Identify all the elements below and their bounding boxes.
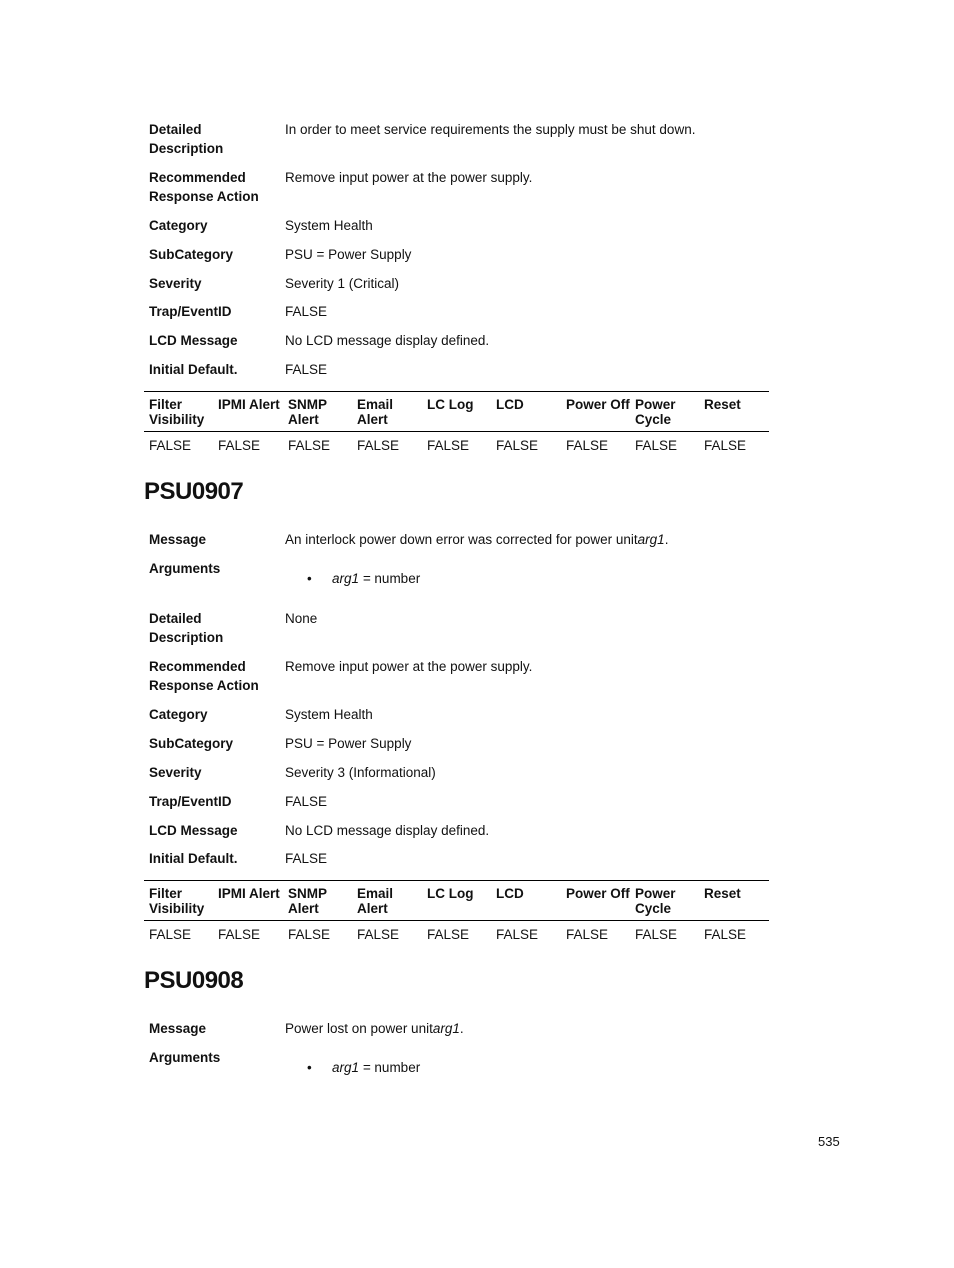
th-lc-log: LC Log bbox=[427, 886, 474, 901]
detailed-description-label: Detailed Description bbox=[149, 611, 224, 645]
table-header-rule bbox=[144, 431, 769, 432]
arguments-label: Arguments bbox=[149, 561, 221, 576]
subcategory-value: PSU = Power Supply bbox=[285, 247, 412, 262]
th-filter-visibility: Filter Visibility bbox=[149, 397, 205, 427]
bullet-icon: • bbox=[307, 571, 312, 586]
recommended-response-value: Remove input power at the power supply. bbox=[285, 170, 533, 185]
td-lc-log: FALSE bbox=[427, 927, 470, 942]
lcd-message-value: No LCD message display defined. bbox=[285, 823, 490, 838]
th-lc-log: LC Log bbox=[427, 397, 474, 412]
th-email-alert: Email Alert bbox=[357, 886, 394, 916]
page-number: 535 bbox=[818, 1134, 840, 1149]
th-snmp-alert: SNMP Alert bbox=[288, 886, 327, 916]
severity-value: Severity 1 (Critical) bbox=[285, 276, 400, 291]
td-ipmi-alert: FALSE bbox=[218, 927, 261, 942]
th-lcd: LCD bbox=[496, 397, 524, 412]
td-lcd: FALSE bbox=[496, 438, 539, 453]
th-power-off: Power Off bbox=[566, 397, 630, 412]
initial-default-label: Initial Default. bbox=[149, 851, 238, 866]
arguments-label: Arguments bbox=[149, 1050, 221, 1065]
initial-default-value: FALSE bbox=[285, 362, 328, 377]
td-filter-visibility: FALSE bbox=[149, 927, 192, 942]
td-ipmi-alert: FALSE bbox=[218, 438, 261, 453]
message-value: An interlock power down error was corrected for power unitarg1. bbox=[285, 532, 669, 547]
th-reset: Reset bbox=[704, 397, 741, 412]
severity-label: Severity bbox=[149, 276, 202, 291]
subcategory-label: SubCategory bbox=[149, 736, 234, 751]
td-reset: FALSE bbox=[704, 438, 747, 453]
th-power-off: Power Off bbox=[566, 886, 630, 901]
section-heading-psu0907: PSU0907 bbox=[144, 478, 244, 505]
table-top-rule bbox=[144, 391, 769, 392]
th-snmp-alert: SNMP Alert bbox=[288, 397, 327, 427]
recommended-response-label: Recommended Response Action bbox=[149, 659, 259, 693]
severity-label: Severity bbox=[149, 765, 202, 780]
detailed-description-value: In order to meet service requirements the supply must be shut down. bbox=[285, 122, 696, 137]
recommended-response-label: Recommended Response Action bbox=[149, 170, 259, 204]
subcategory-label: SubCategory bbox=[149, 247, 234, 262]
initial-default-value: FALSE bbox=[285, 851, 328, 866]
argument-item: arg1 = number bbox=[332, 1060, 421, 1075]
table-header-rule bbox=[144, 920, 769, 921]
category-label: Category bbox=[149, 218, 208, 233]
td-snmp-alert: FALSE bbox=[288, 438, 331, 453]
message-label: Message bbox=[149, 532, 207, 547]
lcd-message-value: No LCD message display defined. bbox=[285, 333, 490, 348]
category-value: System Health bbox=[285, 218, 373, 233]
arguments-list bbox=[285, 569, 765, 588]
td-power-cycle: FALSE bbox=[635, 438, 678, 453]
trap-value: FALSE bbox=[285, 304, 328, 319]
section-heading-psu0908: PSU0908 bbox=[144, 967, 244, 994]
lcd-message-label: LCD Message bbox=[149, 333, 238, 348]
td-email-alert: FALSE bbox=[357, 927, 400, 942]
td-lc-log: FALSE bbox=[427, 438, 470, 453]
td-reset: FALSE bbox=[704, 927, 747, 942]
th-power-cycle: Power Cycle bbox=[635, 397, 676, 427]
td-power-off: FALSE bbox=[566, 438, 609, 453]
th-filter-visibility: Filter Visibility bbox=[149, 886, 205, 916]
th-ipmi-alert: IPMI Alert bbox=[218, 397, 280, 412]
th-reset: Reset bbox=[704, 886, 741, 901]
td-filter-visibility: FALSE bbox=[149, 438, 192, 453]
severity-value: Severity 3 (Informational) bbox=[285, 765, 436, 780]
td-power-off: FALSE bbox=[566, 927, 609, 942]
initial-default-label: Initial Default. bbox=[149, 362, 238, 377]
message-label: Message bbox=[149, 1021, 207, 1036]
message-value: Power lost on power unitarg1. bbox=[285, 1021, 464, 1036]
th-lcd: LCD bbox=[496, 886, 524, 901]
trap-value: FALSE bbox=[285, 794, 328, 809]
td-power-cycle: FALSE bbox=[635, 927, 678, 942]
lcd-message-label: LCD Message bbox=[149, 823, 238, 838]
bullet-icon: • bbox=[307, 1060, 312, 1075]
td-lcd: FALSE bbox=[496, 927, 539, 942]
detailed-description-value: None bbox=[285, 611, 318, 626]
category-value: System Health bbox=[285, 707, 373, 722]
argument-item: arg1 = number bbox=[332, 571, 421, 586]
th-ipmi-alert: IPMI Alert bbox=[218, 886, 280, 901]
category-label: Category bbox=[149, 707, 208, 722]
td-snmp-alert: FALSE bbox=[288, 927, 331, 942]
trap-label: Trap/EventID bbox=[149, 794, 232, 809]
th-email-alert: Email Alert bbox=[357, 397, 394, 427]
detailed-description-label: Detailed Description bbox=[149, 122, 224, 156]
arguments-list bbox=[285, 1058, 765, 1077]
th-power-cycle: Power Cycle bbox=[635, 886, 676, 916]
td-email-alert: FALSE bbox=[357, 438, 400, 453]
subcategory-value: PSU = Power Supply bbox=[285, 736, 412, 751]
recommended-response-value: Remove input power at the power supply. bbox=[285, 659, 533, 674]
table-top-rule bbox=[144, 880, 769, 881]
trap-label: Trap/EventID bbox=[149, 304, 232, 319]
